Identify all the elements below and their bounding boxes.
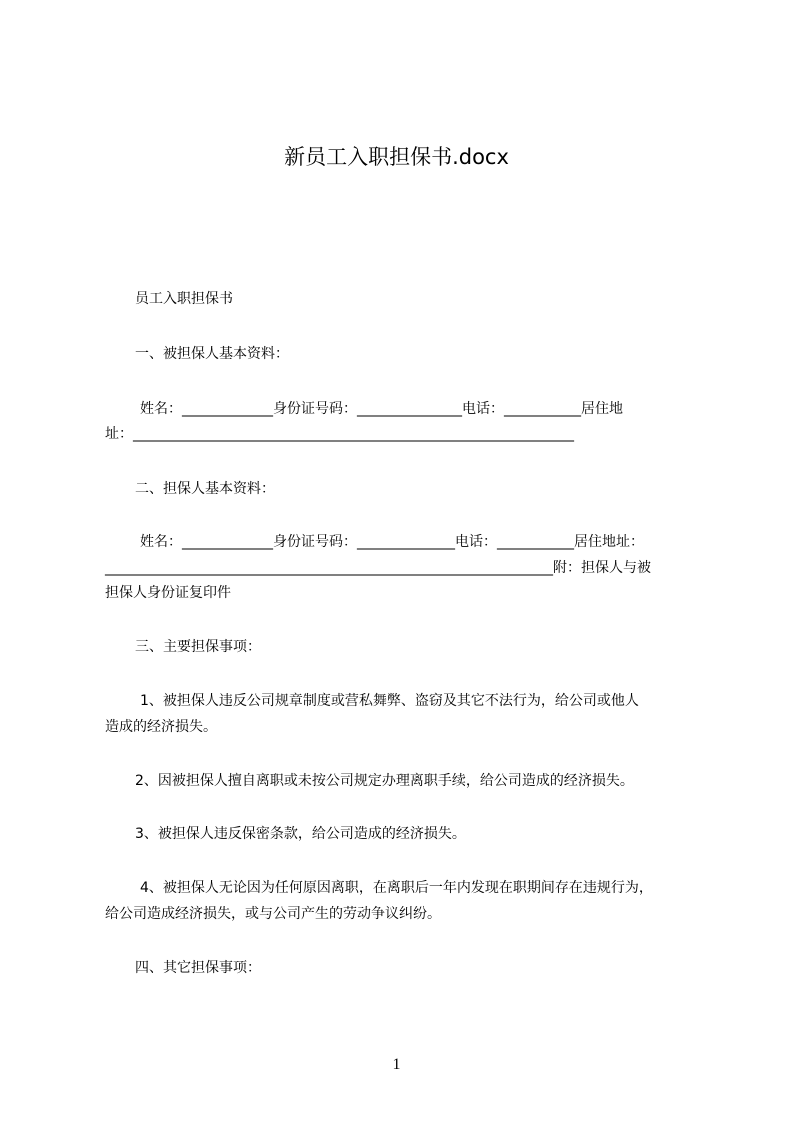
guaranteed-info-line-1: 姓名：_____________身份证号码：_______________电话：___________居住地 xyxy=(140,401,623,417)
item-1-line-1: 1、被担保人违反公司规章制度或营私舞弊、盗窃及其它不法行为，给公司或他人 xyxy=(140,693,639,709)
section-4-heading: 四、其它担保事项： xyxy=(135,960,261,976)
document-heading: 员工入职担保书 xyxy=(135,291,233,307)
item-4-line-1: 4、被担保人无论因为任何原因离职，在离职后一年内发现在职期间存在违规行为， xyxy=(140,880,653,896)
item-4-line-2: 给公司造成经济损失，或与公司产生的劳动争议纠纷。 xyxy=(105,906,441,922)
section-3-heading: 三、主要担保事项： xyxy=(135,639,261,655)
section-2-heading: 二、担保人基本资料： xyxy=(135,481,275,497)
guarantor-info-line-3: 担保人身份证复印件 xyxy=(105,585,231,601)
guarantor-info-line-1: 姓名：_____________身份证号码：______________电话：___________居住地址： xyxy=(140,534,644,550)
page-number: 1 xyxy=(392,1056,401,1073)
item-2: 2、因被担保人擅自离职或未按公司规定办理离职手续，给公司造成的经济损失。 xyxy=(135,773,634,789)
guarantor-info-line-2: ________________________________________________________________附：担保人与被 xyxy=(105,560,651,576)
item-3: 3、被担保人违反保密条款，给公司造成的经济损失。 xyxy=(135,826,466,842)
section-1-heading: 一、被担保人基本资料： xyxy=(135,346,289,362)
document-title: 新员工入职担保书.docx xyxy=(284,145,509,169)
guaranteed-info-line-2: 址：_______________________________________________________________ xyxy=(105,426,574,442)
item-1-line-2: 造成的经济损失。 xyxy=(105,719,217,735)
